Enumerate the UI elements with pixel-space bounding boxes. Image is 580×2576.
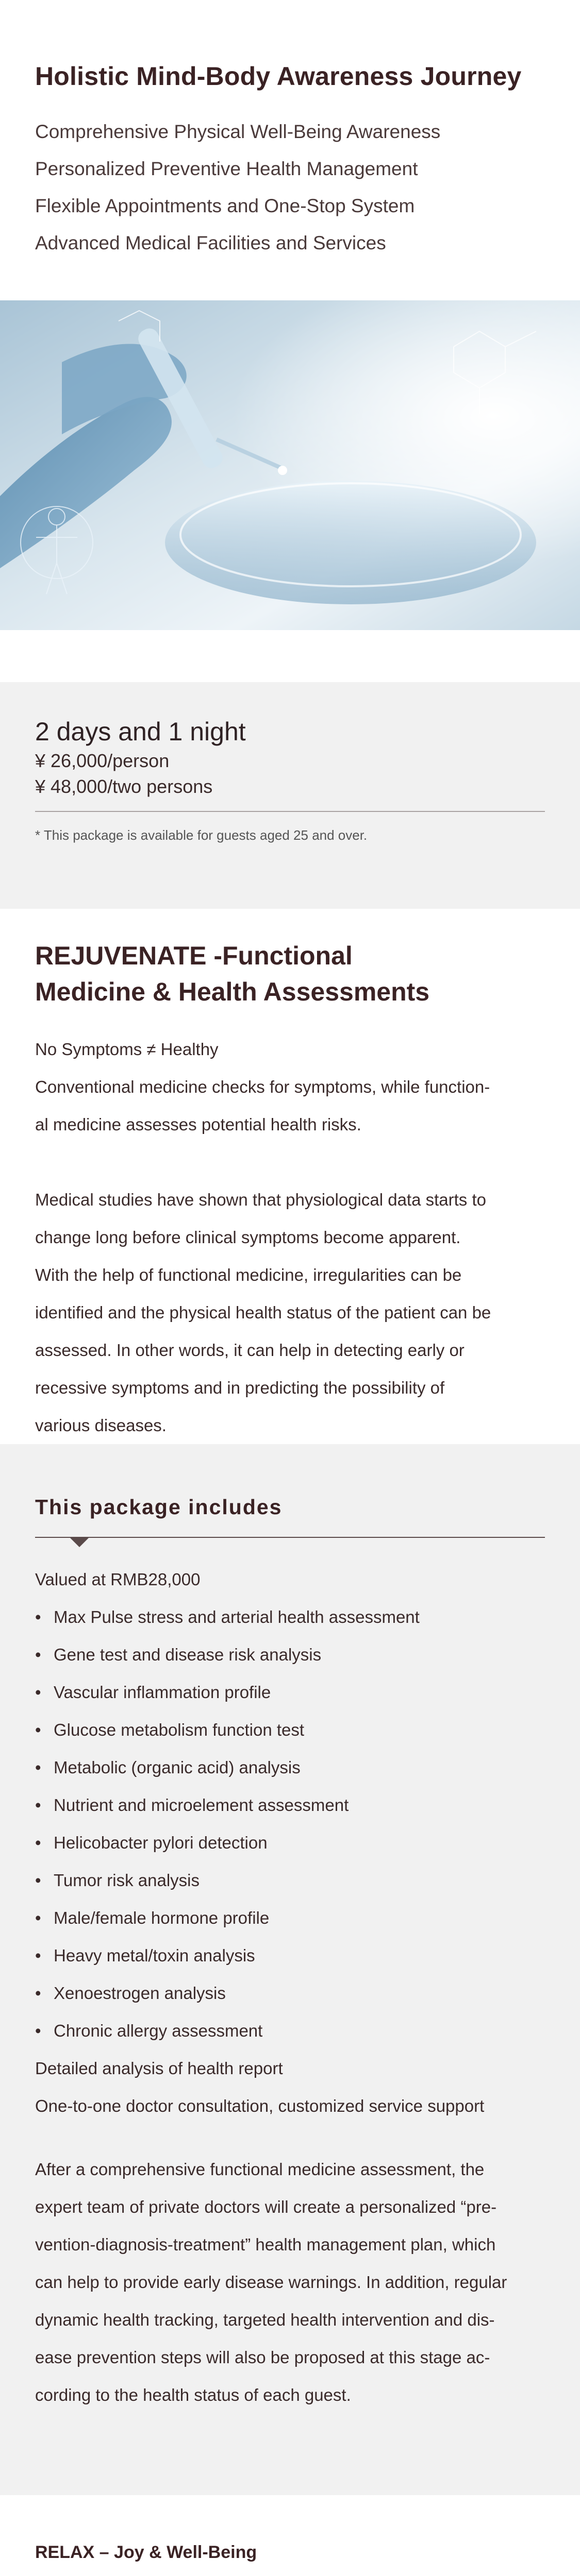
divider (35, 811, 545, 812)
package-item: • Max Pulse stress and arterial health assessment (35, 1598, 545, 1636)
package-item: • Nutrient and microelement assessment (35, 1786, 545, 1824)
package-description-line: can help to provide early disease warnings. In addition, regular (35, 2273, 507, 2292)
package-item: • Metabolic (organic acid) analysis (35, 1749, 545, 1786)
intro-point: Personalized Preventive Health Management (35, 158, 418, 179)
rejuvenate-title-line1: REJUVENATE -Functional (35, 941, 353, 970)
hero-image-lab-pipette (0, 300, 580, 630)
rejuvenate-p2-line: identified and the physical health status of the patient can be (35, 1303, 491, 1322)
intro-points (35, 113, 545, 262)
package-consult: One-to-one doctor consultation, customized service support (35, 2096, 485, 2115)
intro-point: Comprehensive Physical Well-Being Awareness (35, 121, 441, 142)
intro-point: Advanced Medical Facilities and Services (35, 232, 386, 253)
package-description-line: After a comprehensive functional medicine assessment, the (35, 2160, 485, 2179)
price-panel (0, 682, 580, 909)
package-description-line: vention-diagnosis-treatment” health management plan, which (35, 2235, 496, 2254)
intro-point: Flexible Appointments and One-Stop System (35, 195, 415, 216)
rejuvenate-p1-line: No Symptoms ≠ Healthy (35, 1040, 219, 1059)
rejuvenate-p2-line: assessed. In other words, it can help in detecting early or (35, 1341, 465, 1360)
intro-section (0, 0, 580, 300)
package-item: • Male/female hormone profile (35, 1899, 545, 1937)
rejuvenate-p2-line: recessive symptoms and in predicting the possibility of (35, 1378, 445, 1397)
package-item: • Chronic allergy assessment (35, 2012, 545, 2049)
package-description (35, 2150, 545, 2414)
package-item: • Heavy metal/toxin analysis (35, 1937, 545, 1974)
rejuvenate-p2-line: various diseases. (35, 1416, 167, 1435)
package-description-line: cording to the health status of each guest. (35, 2385, 351, 2404)
package-title: This package includes (35, 1495, 283, 1519)
package-duration: 2 days and 1 night (35, 717, 246, 746)
divider (35, 1537, 545, 1538)
package-item: • Helicobacter pylori detection (35, 1824, 545, 1861)
rejuvenate-p2-line: With the help of functional medicine, irregularities can be (35, 1265, 462, 1284)
relax-title: RELAX – Joy & Well-Being (35, 2543, 257, 2562)
rejuvenate-title (35, 938, 545, 1010)
rejuvenate-section (0, 909, 580, 1444)
price-per-person: ¥ 26,000/person (35, 750, 170, 771)
package-report: Detailed analysis of health report (35, 2059, 283, 2078)
package-item: • Vascular inflammation profile (35, 1673, 545, 1711)
package-item: • Gene test and disease risk analysis (35, 1636, 545, 1673)
package-description-line: dynamic health tracking, targeted health intervention and dis- (35, 2310, 495, 2329)
package-item: • Tumor risk analysis (35, 1861, 545, 1899)
rejuvenate-p1-line: al medicine assesses potential health risks. (35, 1115, 361, 1134)
package-includes-panel (0, 1444, 580, 2495)
package-description-line: expert team of private doctors will create a personalized “pre- (35, 2197, 497, 2216)
package-value: Valued at RMB28,000 (35, 1570, 201, 1589)
package-item: • Glucose metabolism function test (35, 1711, 545, 1749)
rejuvenate-title-line2: Medicine & Health Assessments (35, 977, 430, 1006)
page-title: Holistic Mind-Body Awareness Journey (35, 62, 522, 91)
caret-down-icon (70, 1538, 89, 1547)
relax-section (0, 2495, 580, 2576)
age-note: * This package is available for guests aged 25 and over. (35, 827, 368, 843)
price-two-persons: ¥ 48,000/two persons (35, 776, 213, 797)
package-description-line: ease prevention steps will also be proposed at this stage ac- (35, 2348, 490, 2367)
rejuvenate-p2-line: change long before clinical symptoms become apparent. (35, 1228, 461, 1247)
rejuvenate-p2-line: Medical studies have shown that physiological data starts to (35, 1190, 486, 1209)
rejuvenate-p1-line: Conventional medicine checks for symptoms, while function- (35, 1077, 490, 1096)
package-item: • Xenoestrogen analysis (35, 1974, 545, 2012)
